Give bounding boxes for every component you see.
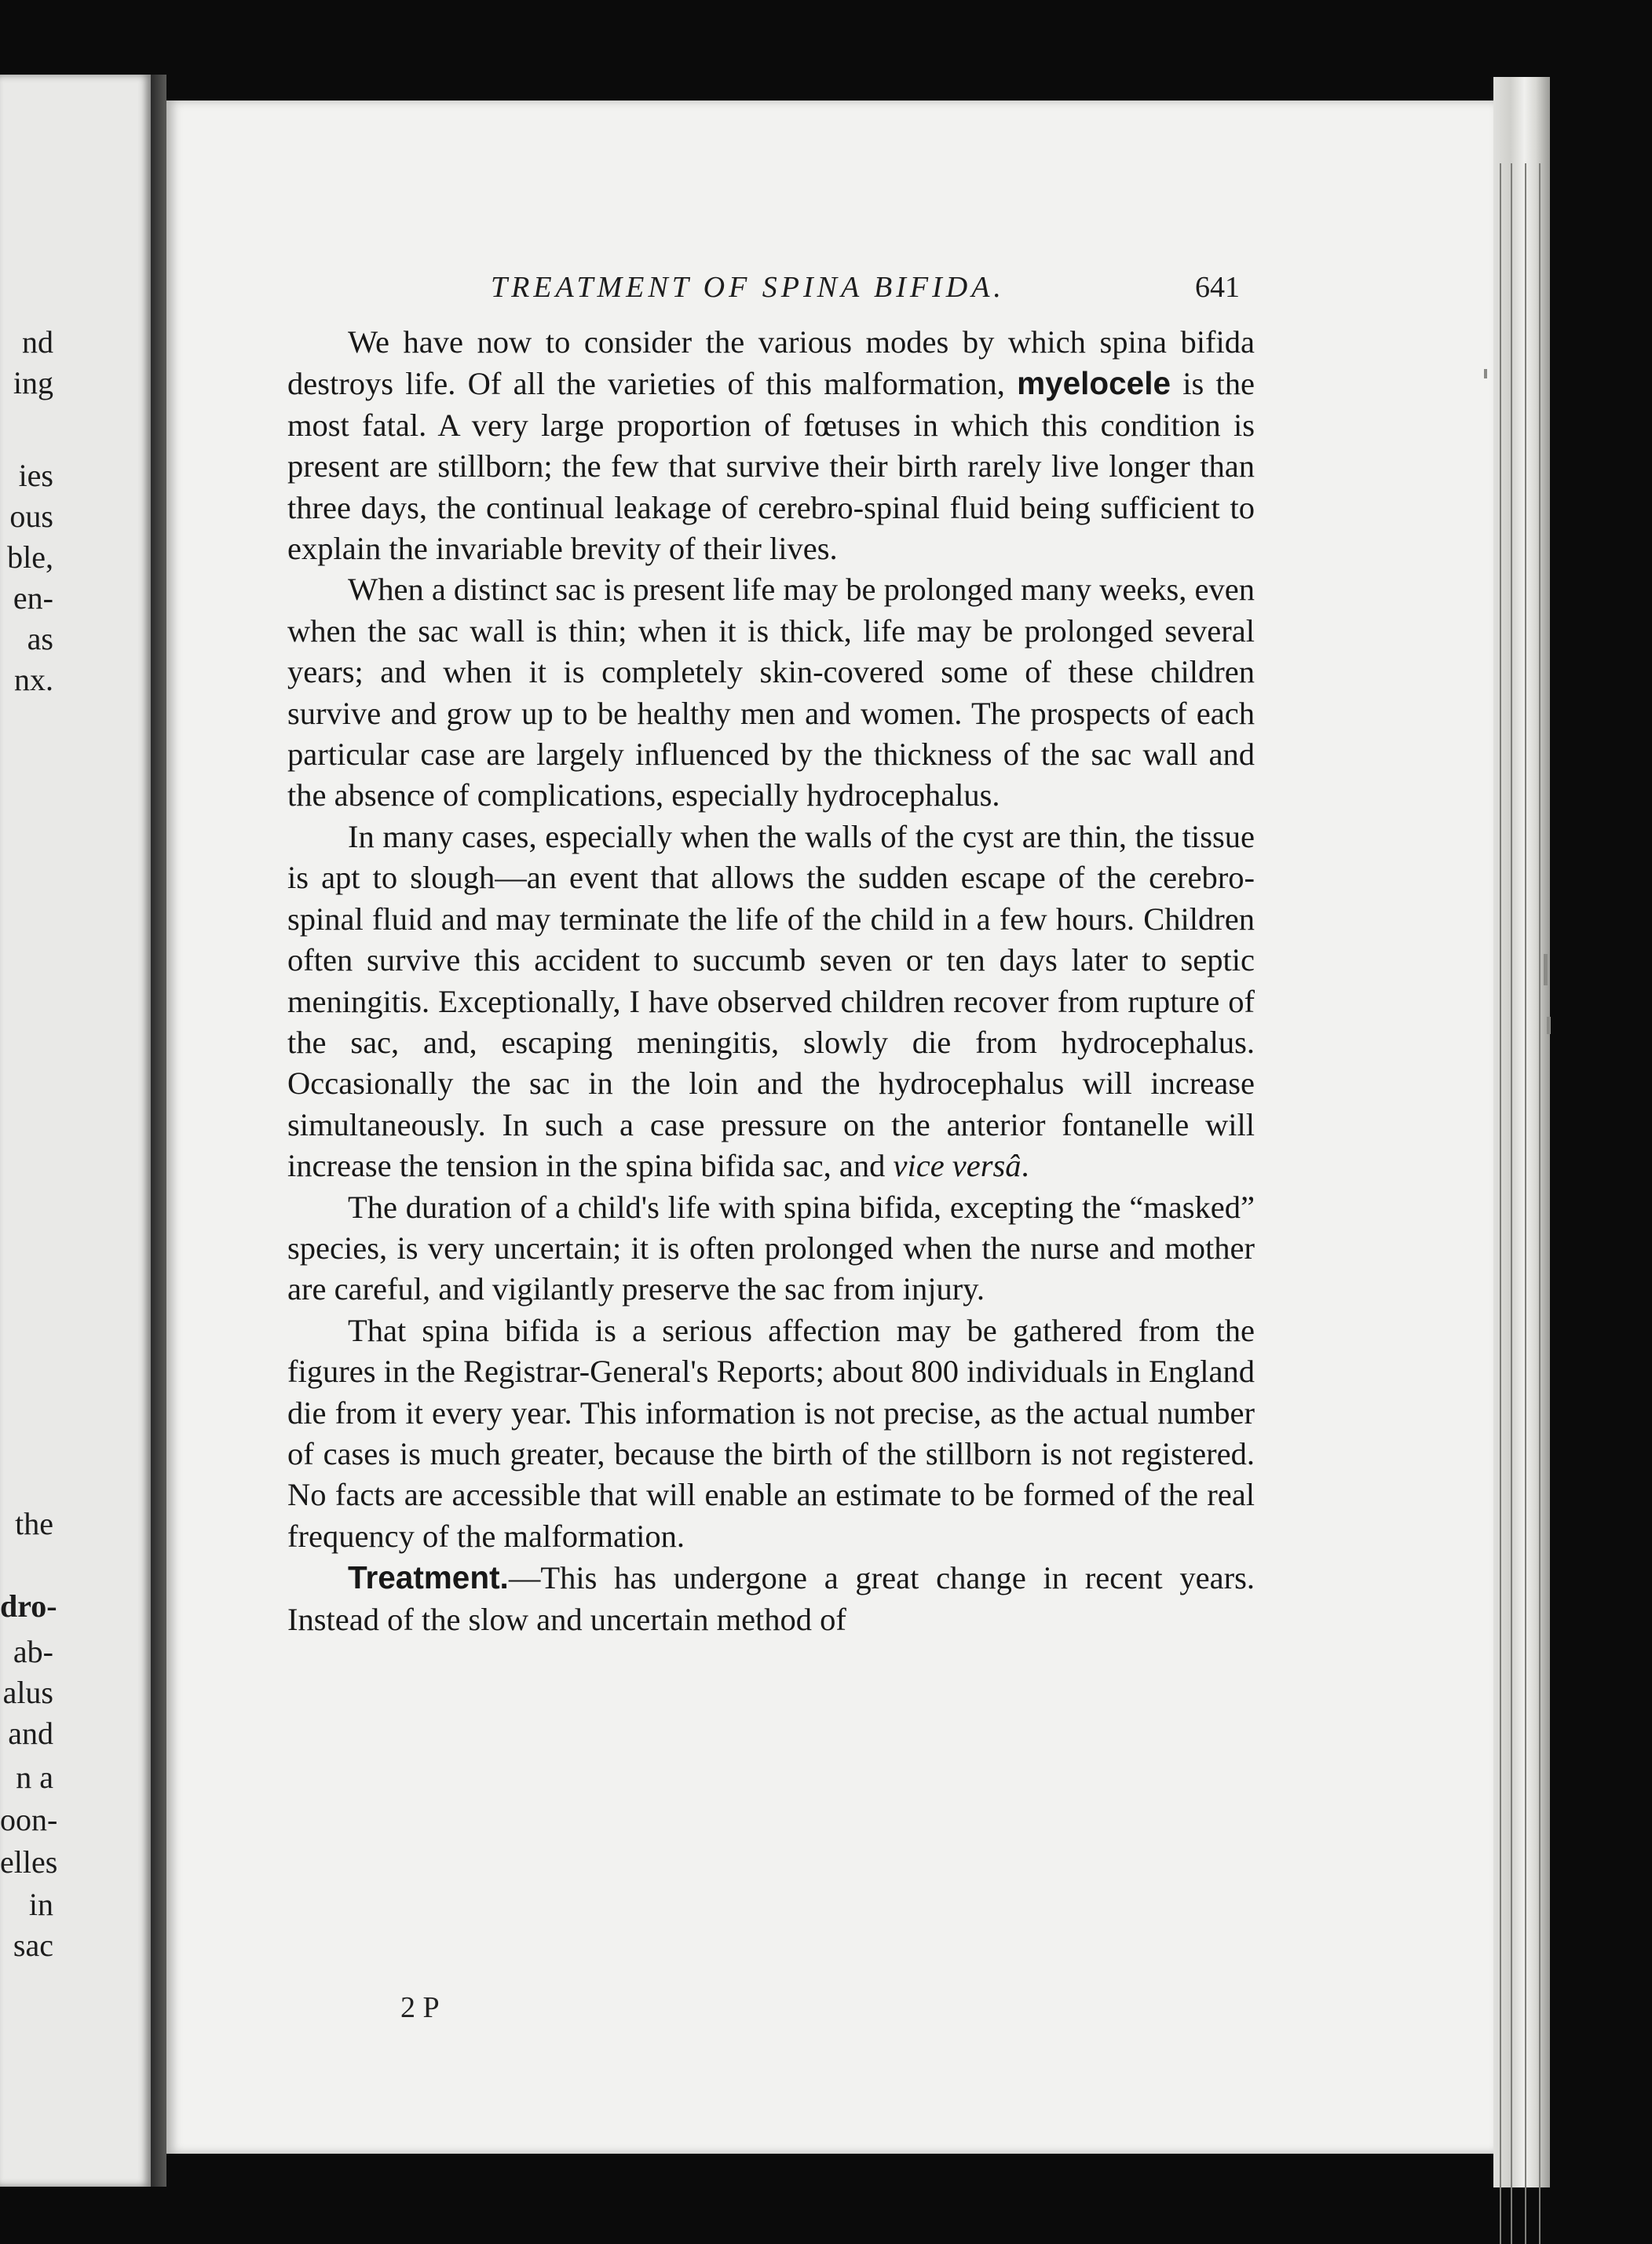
previous-page-fragment: and (8, 1716, 53, 1751)
page-number: 641 (1195, 271, 1240, 304)
previous-page-fragment: the (15, 1506, 53, 1541)
previous-page-fragment: as (27, 621, 53, 656)
paragraph-text: is the most fatal. A very large proportion of fœtuses in which this condition is present are stillborn; the few that survive their birth rarely live longer than three days, the continual leakage of cerebro-spinal fluid being sufficient to explain the invariable brevity of their lives. (287, 366, 1255, 567)
dust-speck (1547, 1017, 1551, 1034)
page-edge-line (1525, 163, 1526, 2244)
previous-page-fragment: ble, (7, 539, 53, 575)
page-edge-line (1511, 163, 1512, 2244)
previous-page-fragment: nd (22, 324, 53, 360)
paragraph (287, 322, 1255, 569)
paragraph (287, 1557, 1255, 1640)
page-edge-line (1539, 163, 1541, 2244)
previous-page-fragment: elles (0, 1844, 58, 1880)
italic-term: vice versâ (893, 1148, 1022, 1184)
body-text (287, 322, 1255, 1640)
paragraph: The duration of a child's life with spina bifida, excepting the “masked” species, is very uncertain; it is often prolonged when the nurse and mother are careful, and vigilantly preserve the sac from injury. (287, 1189, 1255, 1307)
previous-page-fragment: ous (9, 499, 53, 534)
paragraph-text: . (1021, 1148, 1029, 1184)
page-edge-line (1500, 163, 1501, 2244)
previous-page-fragment: dro- (0, 1588, 57, 1624)
previous-page-fragment: en- (13, 580, 53, 616)
paragraph: When a distinct sac is present life may be prolonged many weeks, even when the sac wall is thin; when it is thick, life may be prolonged several years; and when it is completely skin-covered some of these children survive and grow up to be healthy men and women. The prospects of each particular case are largely influenced by the thickness of the sac wall and the absence of complications, especially hydrocephalus. (287, 572, 1255, 813)
previous-page-fragment: n a (16, 1760, 53, 1795)
previous-page-strip (0, 75, 151, 2187)
section-heading: Treatment. (348, 1559, 509, 1596)
dust-speck (1484, 369, 1487, 378)
paragraph-text: In many cases, especially when the walls of the cyst are thin, the tissue is apt to slough—an event that allows the sudden escape of the cerebro-spinal fluid and may terminate the life of the child in a few hours. Children often survive this accident to succumb seven or ten days later to septic meningitis. Exceptionally, I have observed children recover from rupture of the sac, and, escaping meningitis, slowly die from hydrocephalus. Occasionally the sac in the loin and the hydrocephalus will increase simultaneously. In such a case pressure on the anterior fontanelle will increase the tension in the spina bifida sac, and (287, 818, 1255, 1184)
paragraph-text: —This has undergone a great change in recent years. Instead of the slow and uncertain method of (287, 1560, 1255, 1637)
paragraph-text: We have now to consider the various modes by which spina bifida destroys life. Of all the varieties of this malformation, (287, 324, 1255, 402)
book-gutter (151, 75, 166, 2187)
paragraph (287, 817, 1255, 1187)
running-head: TREATMENT OF SPINA BIFIDA. (491, 271, 1005, 304)
previous-page-fragment: ab- (13, 1634, 53, 1669)
previous-page-fragment: alus (2, 1675, 53, 1710)
previous-page-fragment: ies (18, 458, 53, 493)
bold-term: myelocele (1017, 365, 1171, 402)
previous-page-fragment: oon- (0, 1802, 58, 1837)
previous-page-fragment: in (28, 1887, 53, 1922)
signature-mark: 2 P (400, 1991, 440, 2024)
previous-page-fragment: nx. (14, 662, 53, 697)
dust-speck (1544, 954, 1548, 985)
previous-page-fragment: sac (13, 1928, 53, 1963)
previous-page-fragment: ing (13, 365, 53, 400)
page-edges (1493, 77, 1550, 2187)
paragraph: That spina bifida is a serious affection may be gathered from the figures in the Registrar-General's Reports; about 800 individuals in England die from it every year. This information is not precise, as the actual number of cases is much greater, because the birth of the stillborn is not registered. No facts are accessible that will enable an estimate to be formed of the real frequency of the malformation. (287, 1312, 1255, 1554)
